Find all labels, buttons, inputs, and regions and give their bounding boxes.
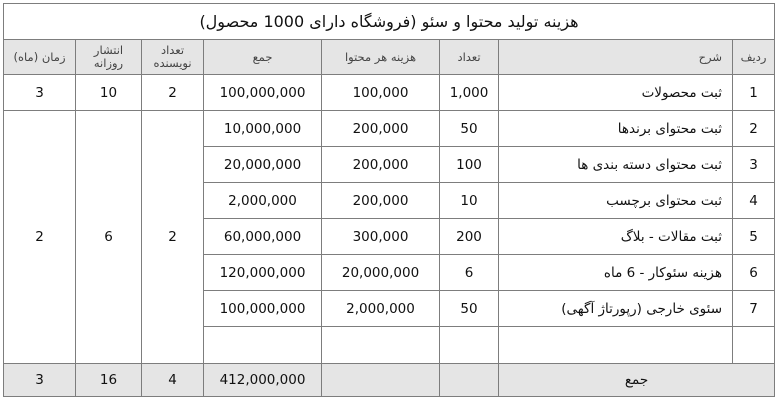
header-daily[interactable]: انتشار روزانه xyxy=(76,40,142,75)
cell-count[interactable]: 100 xyxy=(440,147,499,183)
cell-writers[interactable]: 2 xyxy=(142,75,204,111)
cell-description[interactable]: ثبت محتوای دسته بندی ها xyxy=(499,147,733,183)
header-row xyxy=(4,40,775,75)
cell-sum[interactable]: 10,000,000 xyxy=(204,111,322,147)
table-row xyxy=(4,111,775,147)
cell-time-merged[interactable]: 2 xyxy=(4,111,76,364)
cell-empty[interactable] xyxy=(440,364,499,397)
table-title[interactable]: هزینه تولید محتوا و سئو (فروشگاه دارای 1000 محصول) xyxy=(4,4,775,40)
cell-count[interactable]: 50 xyxy=(440,111,499,147)
header-count[interactable]: تعداد xyxy=(440,40,499,75)
cell-index[interactable]: 2 xyxy=(733,111,775,147)
cell-sum[interactable]: 60,000,000 xyxy=(204,219,322,255)
cell-empty[interactable] xyxy=(440,327,499,364)
cell-index[interactable]: 5 xyxy=(733,219,775,255)
header-time[interactable]: زمان (ماه) xyxy=(4,40,76,75)
cell-index[interactable]: 4 xyxy=(733,183,775,219)
total-row xyxy=(4,364,775,397)
cell-unit-cost[interactable]: 20,000,000 xyxy=(322,255,440,291)
cell-index[interactable]: 3 xyxy=(733,147,775,183)
header-writers[interactable]: تعداد نویسنده xyxy=(142,40,204,75)
cell-description[interactable]: ثبت محتوای برندها xyxy=(499,111,733,147)
cell-description[interactable]: ثبت مقالات - بلاگ xyxy=(499,219,733,255)
table-row xyxy=(4,75,775,111)
header-row-index[interactable]: ردیف xyxy=(733,40,775,75)
cell-unit-cost[interactable]: 300,000 xyxy=(322,219,440,255)
cell-index[interactable]: 1 xyxy=(733,75,775,111)
header-description[interactable]: شرح xyxy=(499,40,733,75)
header-sum[interactable]: جمع xyxy=(204,40,322,75)
cell-empty[interactable] xyxy=(499,327,733,364)
cell-unit-cost[interactable]: 200,000 xyxy=(322,183,440,219)
cell-description[interactable]: ثبت محتوای برچسب xyxy=(499,183,733,219)
cell-time[interactable]: 3 xyxy=(4,75,76,111)
cell-daily[interactable]: 10 xyxy=(76,75,142,111)
header-unit-cost[interactable]: هزینه هر محتوا xyxy=(322,40,440,75)
total-label[interactable]: جمع xyxy=(499,364,775,397)
cell-sum[interactable]: 100,000,000 xyxy=(204,75,322,111)
cell-empty[interactable] xyxy=(322,364,440,397)
cell-sum[interactable]: 20,000,000 xyxy=(204,147,322,183)
cell-daily-merged[interactable]: 6 xyxy=(76,111,142,364)
cell-description[interactable]: هزینه سئوکار - 6 ماه xyxy=(499,255,733,291)
cell-index[interactable]: 6 xyxy=(733,255,775,291)
cell-empty[interactable] xyxy=(322,327,440,364)
cost-table xyxy=(3,3,775,397)
cell-description[interactable]: سئوی خارجی (رپورتاژ آگهی) xyxy=(499,291,733,327)
total-time[interactable]: 3 xyxy=(4,364,76,397)
cell-count[interactable]: 50 xyxy=(440,291,499,327)
cell-sum[interactable]: 2,000,000 xyxy=(204,183,322,219)
cell-count[interactable]: 10 xyxy=(440,183,499,219)
cell-writers-merged[interactable]: 2 xyxy=(142,111,204,364)
cell-empty[interactable] xyxy=(733,327,775,364)
cell-empty[interactable] xyxy=(204,327,322,364)
cell-unit-cost[interactable]: 200,000 xyxy=(322,111,440,147)
cell-unit-cost[interactable]: 2,000,000 xyxy=(322,291,440,327)
total-writers[interactable]: 4 xyxy=(142,364,204,397)
cell-count[interactable]: 6 xyxy=(440,255,499,291)
total-daily[interactable]: 16 xyxy=(76,364,142,397)
cell-sum[interactable]: 100,000,000 xyxy=(204,291,322,327)
cell-description[interactable]: ثبت محصولات xyxy=(499,75,733,111)
cell-count[interactable]: 1,000 xyxy=(440,75,499,111)
total-sum[interactable]: 412,000,000 xyxy=(204,364,322,397)
cell-unit-cost[interactable]: 200,000 xyxy=(322,147,440,183)
cell-unit-cost[interactable]: 100,000 xyxy=(322,75,440,111)
cell-index[interactable]: 7 xyxy=(733,291,775,327)
cell-count[interactable]: 200 xyxy=(440,219,499,255)
cell-sum[interactable]: 120,000,000 xyxy=(204,255,322,291)
